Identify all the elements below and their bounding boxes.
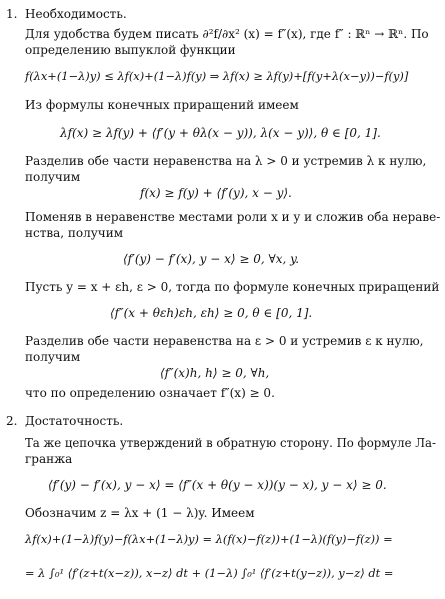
text-line: что по определению означает f″(x) ≥ 0. — [25, 386, 275, 400]
text-line: гранжа — [25, 452, 73, 466]
formula-difference: λf(x)+(1−λ)f(y)−f(λx+(1−λ)y) = λ(f(x)−f(z))+(1−λ)(f(y)−f(z)) = — [25, 532, 393, 546]
text-line: Разделив обе части неравенства на ε > 0 и устремив ε к нулю, — [25, 334, 424, 348]
section-2-number: 2. — [6, 414, 18, 428]
formula-gradient-inequality: f(x) ≥ f(y) + ⟨f′(y), x − y⟩. — [140, 186, 292, 200]
formula-integral: = λ ∫₀¹ ⟨f′(z+t(x−z)), x−z⟩ dt + (1−λ) ∫₀¹ ⟨f′(z+t(y−z)), y−z⟩ dt = — [25, 566, 394, 580]
formula-hessian-psd: ⟨f″(x)h, h⟩ ≥ 0, ∀h, — [160, 366, 270, 380]
text-line: получим — [25, 170, 81, 184]
text-line: получим — [25, 350, 81, 364]
formula-lagrange: ⟨f′(y) − f′(x), y − x⟩ = ⟨f″(x + θ(y − x))(y − x), y − x⟩ ≥ 0. — [48, 478, 387, 492]
text-line: Та же цепочка утверждений в обратную сторону. По формуле Ла- — [25, 436, 436, 450]
formula-increment: λf(x) ≥ λf(y) + ⟨f′(y + θλ(x − y)), λ(x − y)⟩, θ ∈ [0, 1]. — [60, 126, 381, 140]
section-2-title: Достаточность. — [25, 414, 124, 428]
text-line: Пусть y = x + εh, ε > 0, тогда по формуле конечных приращений — [25, 280, 440, 294]
formula-monotonicity: ⟨f′(y) − f′(x), y − x⟩ ≥ 0, ∀x, y. — [123, 252, 300, 266]
text-line: нства, получим — [25, 226, 124, 240]
formula-convexity: f(λx+(1−λ)y) ≤ λf(x)+(1−λ)f(y) ⇒ λf(x) ≥ λf(y)+[f(y+λ(x−y))−f(y)] — [25, 69, 409, 83]
text-line: Обозначим z = λx + (1 − λ)y. Имеем — [25, 506, 255, 520]
text-line: определению выпуклой функции — [25, 43, 236, 57]
section-1-number: 1. — [6, 7, 18, 21]
formula-second-derivative: ⟨f″(x + θεh)εh, εh⟩ ≥ 0, θ ∈ [0, 1]. — [110, 306, 313, 320]
text-line: Для удобства будем писать ∂²f/∂x² (x) = f″(x), где f″ : ℝⁿ → ℝⁿ. По — [25, 27, 429, 41]
text-line: Поменяв в неравенстве местами роли x и y и сложив оба нераве- — [25, 210, 441, 224]
text-line: Разделив обе части неравенства на λ > 0 и устремив λ к нулю, — [25, 154, 427, 168]
section-1-title: Необходимость. — [25, 7, 127, 21]
text-line: Из формулы конечных приращений имеем — [25, 98, 299, 112]
